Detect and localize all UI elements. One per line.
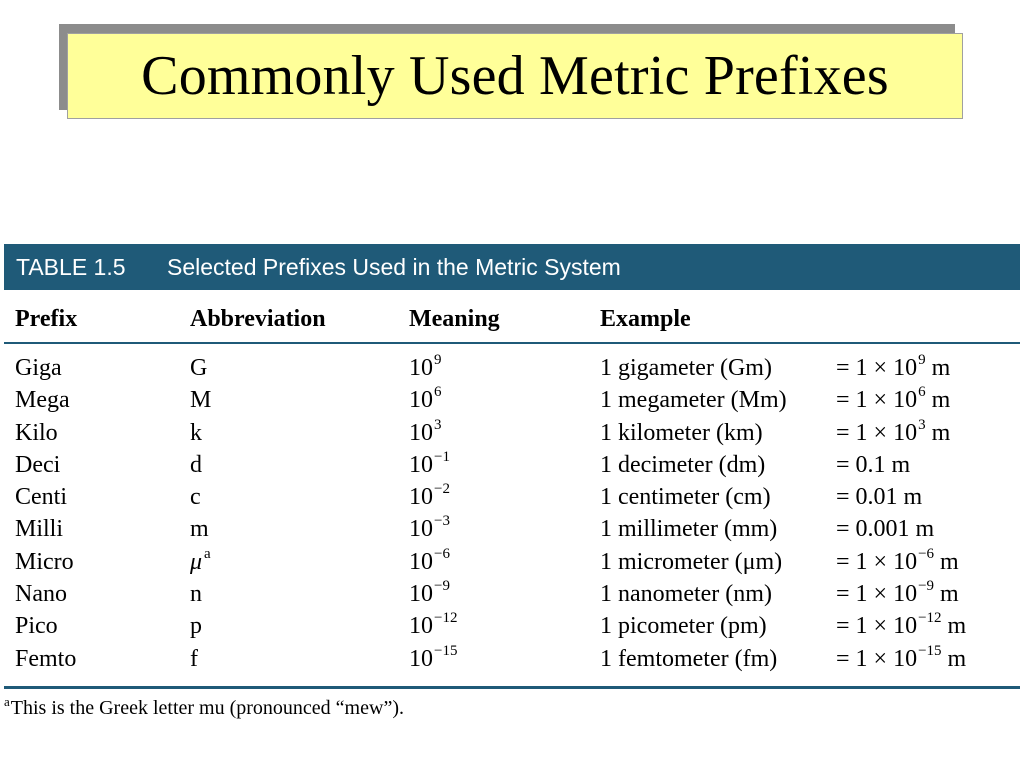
prefix-cell: Micro <box>15 548 74 575</box>
equivalence-value: = 1 × 10 <box>836 548 918 575</box>
table-body <box>0 352 1024 675</box>
column-header-example: Example <box>600 306 691 332</box>
abbreviation-symbol: c <box>190 484 201 511</box>
meaning-base: 10 <box>409 516 433 543</box>
example-cell: 1 femtometer (fm) <box>600 645 778 672</box>
meaning-exponent: 3 <box>434 416 442 433</box>
equivalence-value: = 1 × 10 <box>836 581 918 608</box>
meaning-exponent: −6 <box>434 545 450 562</box>
meaning-cell <box>409 513 450 548</box>
abbreviation-cell <box>190 417 204 452</box>
footnote-text: This is the Greek letter mu (pronounced “mew”). <box>10 697 404 719</box>
equivalence-exponent: 6 <box>918 384 926 401</box>
slide-title-block <box>59 24 963 120</box>
title-box <box>67 33 963 119</box>
equivalence-value: = 1 × 10 <box>836 645 918 672</box>
abbreviation-cell <box>190 546 211 581</box>
table-banner <box>4 244 1020 290</box>
table-row <box>0 578 1024 610</box>
abbreviation-cell <box>190 643 200 678</box>
meaning-base: 10 <box>409 451 433 478</box>
table-row <box>0 481 1024 513</box>
prefix-cell: Giga <box>15 355 62 381</box>
equivalence-value: = 1 × 10 <box>836 419 918 446</box>
prefix-cell: Mega <box>15 387 70 414</box>
meaning-base: 10 <box>409 355 433 381</box>
column-header-meaning: Meaning <box>409 306 500 332</box>
abbreviation-cell <box>190 610 204 645</box>
example-cell: 1 gigameter (Gm) <box>600 355 772 381</box>
meaning-cell <box>409 417 442 452</box>
table-row <box>0 513 1024 545</box>
meaning-cell <box>409 352 442 387</box>
abbreviation-cell <box>190 352 209 387</box>
meaning-base: 10 <box>409 613 433 640</box>
example-cell: 1 kilometer (km) <box>600 419 763 446</box>
equivalence-value: = 0.001 m <box>836 516 935 543</box>
abbreviation-symbol: f <box>190 645 198 672</box>
table-number: TABLE 1.5 <box>16 254 126 280</box>
example-cell: 1 millimeter (mm) <box>600 516 778 543</box>
meaning-base: 10 <box>409 581 433 608</box>
equivalence-exponent: −9 <box>918 578 935 595</box>
prefix-cell: Deci <box>15 451 61 478</box>
table-row <box>0 546 1024 578</box>
equivalence-exponent: 9 <box>918 352 926 368</box>
example-cell: 1 nanometer (nm) <box>600 581 772 608</box>
example-cell: 1 megameter (Mm) <box>600 387 787 414</box>
abbreviation-symbol: m <box>190 516 209 543</box>
equivalence-exponent: −6 <box>918 545 935 562</box>
meaning-exponent: −1 <box>434 448 450 465</box>
prefix-cell: Milli <box>15 516 64 543</box>
equivalence-unit: m <box>934 548 959 575</box>
footnote-mark: a <box>4 694 10 709</box>
abbreviation-symbol: n <box>190 581 202 608</box>
equivalence-value: = 0.1 m <box>836 451 911 478</box>
abbreviation-symbol: M <box>190 387 212 414</box>
abbreviation-symbol: μ <box>190 548 203 575</box>
footnote <box>4 694 404 720</box>
table-row <box>0 643 1024 675</box>
column-header-prefix: Prefix <box>15 306 78 332</box>
equivalence-unit: m <box>925 387 951 414</box>
meaning-exponent: −15 <box>434 642 458 659</box>
abbreviation-cell <box>190 481 203 516</box>
table-row <box>0 352 1024 384</box>
equivalence-value: = 1 × 10 <box>836 387 918 414</box>
equivalence-cell <box>836 417 950 452</box>
example-cell: 1 micrometer (μm) <box>600 548 783 575</box>
table-row <box>0 384 1024 416</box>
table-bottom-rule <box>4 686 1020 689</box>
prefix-cell: Centi <box>15 484 67 511</box>
column-header-abbreviation: Abbreviation <box>190 306 326 332</box>
meaning-exponent: −12 <box>434 610 458 627</box>
equivalence-unit: m <box>941 613 967 640</box>
abbreviation-cell <box>190 449 204 484</box>
equivalence-value: = 0.01 m <box>836 484 923 511</box>
abbreviation-symbol: p <box>190 613 202 640</box>
meaning-exponent: −2 <box>434 481 450 498</box>
equivalence-cell <box>836 546 959 581</box>
equivalence-cell <box>836 481 923 516</box>
equivalence-cell <box>836 449 911 484</box>
abbreviation-symbol: d <box>190 451 202 478</box>
meaning-base: 10 <box>409 387 433 414</box>
meaning-cell <box>409 610 457 645</box>
equivalence-cell <box>836 610 966 645</box>
prefix-cell: Pico <box>15 613 58 640</box>
equivalence-cell <box>836 513 935 548</box>
prefix-cell: Kilo <box>15 419 58 446</box>
prefix-cell: Nano <box>15 581 67 608</box>
meaning-base: 10 <box>409 548 433 575</box>
table-caption: Selected Prefixes Used in the Metric System <box>167 254 621 280</box>
example-cell: 1 picometer (pm) <box>600 613 767 640</box>
meaning-cell <box>409 449 450 484</box>
meaning-cell <box>409 384 442 419</box>
equivalence-exponent: −12 <box>918 610 942 627</box>
table-row <box>0 610 1024 642</box>
table-row <box>0 449 1024 481</box>
abbreviation-cell <box>190 578 204 613</box>
meaning-exponent: 9 <box>434 352 442 368</box>
abbreviation-symbol: k <box>190 419 202 446</box>
equivalence-cell <box>836 352 950 387</box>
equivalence-unit: m <box>934 581 959 608</box>
equivalence-exponent: −15 <box>918 642 942 659</box>
equivalence-cell <box>836 384 950 419</box>
equivalence-cell <box>836 643 966 678</box>
table-row <box>0 417 1024 449</box>
abbreviation-symbol: G <box>190 355 208 381</box>
equivalence-unit: m <box>925 355 951 381</box>
meaning-exponent: 6 <box>434 384 442 401</box>
header-divider <box>4 342 1020 344</box>
meaning-base: 10 <box>409 419 433 446</box>
equivalence-value: = 1 × 10 <box>836 355 918 381</box>
equivalence-value: = 1 × 10 <box>836 613 918 640</box>
equivalence-unit: m <box>925 419 951 446</box>
meaning-cell <box>409 643 457 678</box>
meaning-cell <box>409 578 450 613</box>
abbreviation-cell <box>190 384 213 419</box>
equivalence-unit: m <box>941 645 967 672</box>
equivalence-exponent: 3 <box>918 416 926 433</box>
equivalence-cell <box>836 578 959 613</box>
abbreviation-cell <box>190 513 211 548</box>
meaning-base: 10 <box>409 484 433 511</box>
meaning-exponent: −9 <box>434 578 450 595</box>
meaning-cell <box>409 546 450 581</box>
meaning-base: 10 <box>409 645 433 672</box>
meaning-cell <box>409 481 450 516</box>
meaning-exponent: −3 <box>434 513 450 530</box>
slide-title: Commonly Used Metric Prefixes <box>141 45 889 107</box>
example-cell: 1 centimeter (cm) <box>600 484 771 511</box>
prefix-cell: Femto <box>15 645 77 672</box>
example-cell: 1 decimeter (dm) <box>600 451 766 478</box>
abbreviation-footnote-mark: a <box>204 545 211 562</box>
